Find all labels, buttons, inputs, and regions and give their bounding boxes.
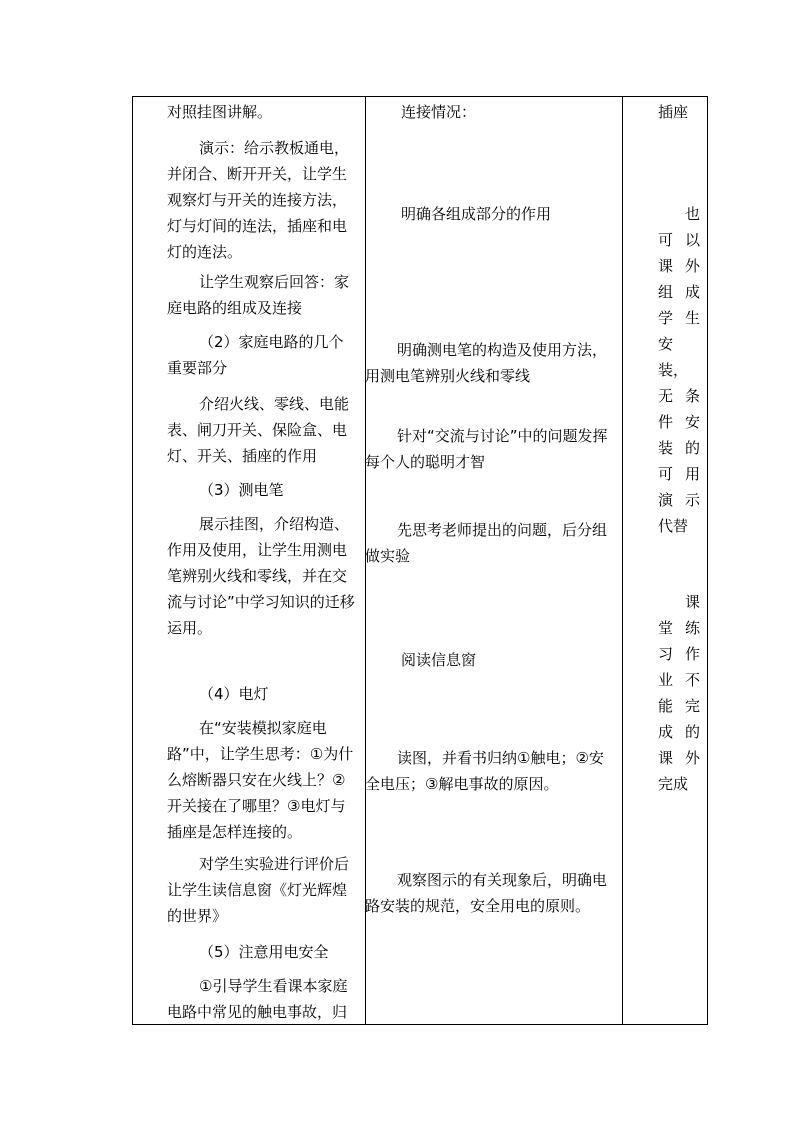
paragraph: 让学生观察后回答：家庭电路的组成及连接: [167, 273, 350, 317]
note-block: [658, 99, 700, 125]
note-line: 业 不: [658, 671, 700, 689]
note-line: 课 外: [658, 257, 700, 275]
note-line: 完成: [658, 775, 689, 793]
paragraph: 明确各组成部分的作用: [401, 205, 552, 223]
paragraph: 对照挂图讲解。: [167, 103, 273, 121]
notes-column: [622, 97, 708, 1024]
note-block: [658, 589, 700, 797]
paragraph: 演示：给示教板通电，并闭合、断开开关，让学生观察灯与开关的连接方法，灯与灯间的连法，插座和电灯的连法。: [167, 139, 350, 261]
paragraph: 展示挂图，介绍构造、作用及使用，让学生用测电笔辨别火线和零线，并在交流与讨论”中学习知识的迁移运用。: [167, 515, 355, 637]
lesson-plan-table: [132, 96, 708, 1025]
paragraph: （4）电灯: [199, 685, 269, 703]
note-line: 习 作: [658, 645, 700, 663]
paragraph: 先思考老师提出的问题，后分组做实验: [365, 521, 608, 565]
paragraph: 针对“交流与讨论”中的问题发挥每个人的聪明才智: [365, 427, 608, 471]
note-line: 插座: [658, 103, 689, 121]
paragraph: 观察图示的有关现象后，明确电路安装的规范，安全用电的原则。: [365, 871, 608, 915]
note-line: 演 示: [658, 491, 700, 509]
note-line: 可 以: [658, 231, 700, 249]
teacher-activity-column: [133, 97, 365, 1024]
paragraph: ①引导学生看课本家庭电路中常见的触电事故，归: [167, 977, 348, 1021]
student-activity-column: [365, 97, 622, 1024]
note-line: 可 用: [658, 465, 700, 483]
note-line: 无 条: [658, 387, 700, 405]
paragraph: （5）注意用电安全: [199, 943, 329, 961]
note-line: 代替: [658, 517, 689, 535]
paragraph: 读图，并看书归纳①触电；②安全电压；③解电事故的原因。: [365, 749, 604, 793]
note-line: 组 成: [658, 283, 700, 301]
paragraph: （2）家庭电路的几个重要部分: [167, 333, 344, 377]
paragraph: 介绍火线、零线、电能表、闸刀开关、保险盒、电灯、开关、插座的作用: [167, 395, 350, 465]
note-line: 件 安: [658, 413, 700, 431]
note-line: 安装，: [658, 335, 689, 379]
paragraph: （3）测电笔: [199, 481, 284, 499]
paragraph: 对学生实验进行评价后让学生读信息窗《灯光辉煌的世界》: [167, 855, 350, 925]
note-line: 堂 练: [658, 619, 700, 637]
note-line: 成 的: [658, 723, 700, 741]
note-line: 能 完: [658, 697, 700, 715]
paragraph: 阅读信息窗: [401, 651, 477, 669]
note-line: 课: [684, 593, 700, 611]
paragraph: 明确测电笔的构造及使用方法，用测电笔辨别火线和零线: [365, 341, 608, 385]
note-block: [658, 201, 700, 539]
paragraph: 在“安装模拟家庭电路”中，让学生思考：①为什么熔断器只安在火线上？②开关接在了哪里？③电灯与插座是怎样连接的。: [167, 719, 354, 841]
note-line: 装 的: [658, 439, 700, 457]
paragraph: 连接情况：: [401, 103, 477, 121]
note-line: 也: [684, 205, 700, 223]
note-line: 学 生: [658, 309, 700, 327]
note-line: 课 外: [658, 749, 700, 767]
